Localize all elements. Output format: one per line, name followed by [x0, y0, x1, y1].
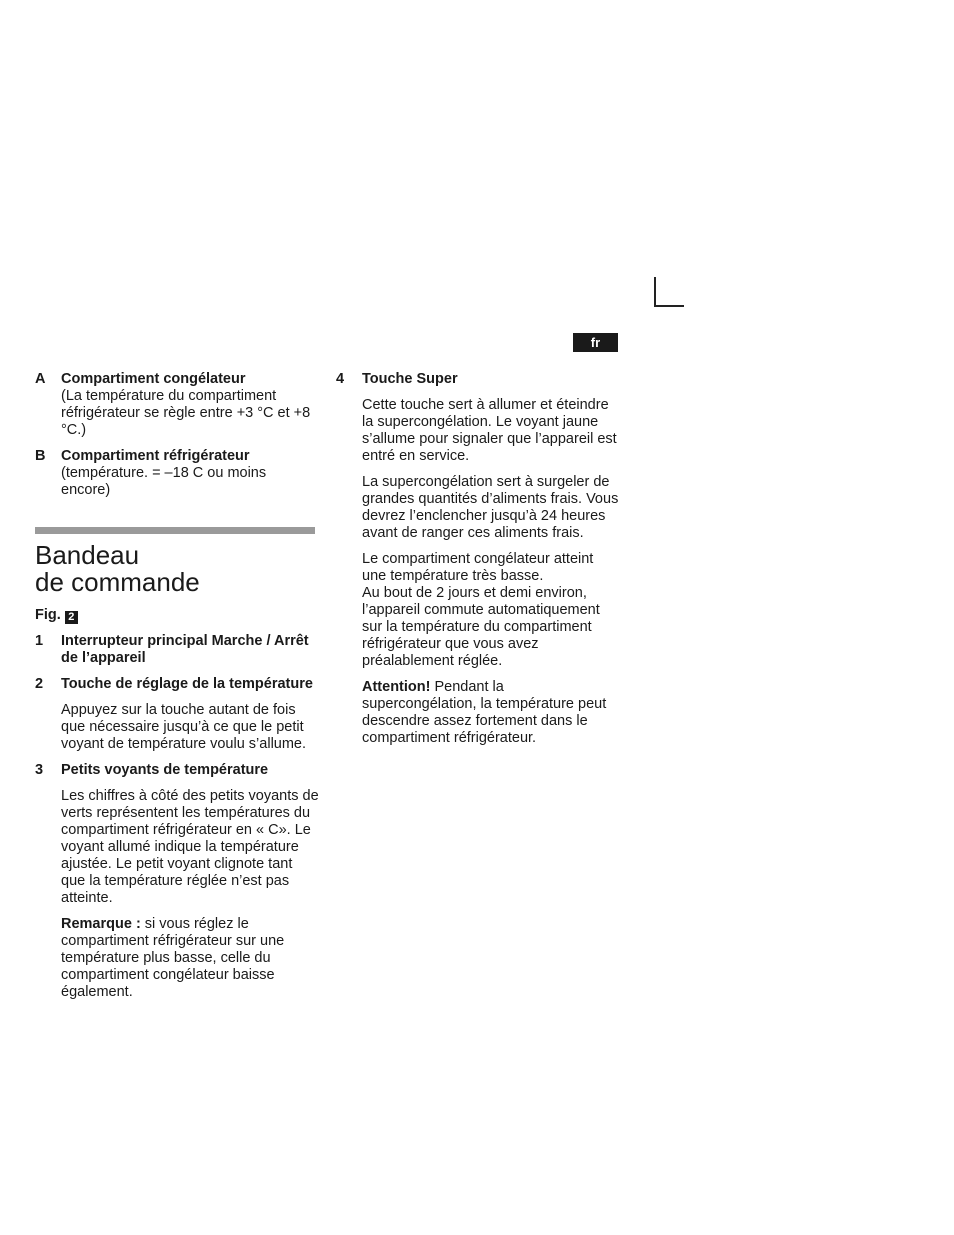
super-paragraph-3b: Au bout de 2 jours et demi environ, l’appareil commute automatiquement sur la température du compartiment réfrigérateur que vous avez préalablement réglée. [362, 585, 600, 669]
legend-text: (température. = –18 C ou moins encore) [61, 465, 267, 498]
figure-label: Fig. [35, 607, 61, 623]
left-column [35, 371, 319, 1010]
legend-text: (La température du compartiment réfrigérateur se règle entre +3 °C et +8 °C.) [61, 388, 311, 438]
control-description-3: Les chiffres à côté des petits voyants de verts représentent les températures du compartiment réfrigérateur en « C». Le voyant allumé indique la température ajustée. Le petit voyant clignote tant que la température réglée n’est pas atteinte. [61, 788, 319, 906]
control-title: Touche Super [362, 371, 458, 387]
attention-paragraph [336, 679, 620, 747]
control-item-4 [336, 371, 620, 388]
attention-label: Attention! [362, 679, 431, 695]
remark-paragraph [35, 916, 319, 1001]
attention-text: Pendant la supercongélation, la température peut descendre assez fortement dans le compartiment réfrigérateur. [362, 679, 607, 746]
control-item-3 [35, 762, 319, 779]
control-key: 4 [336, 371, 345, 387]
figure-reference [35, 607, 319, 624]
legend-item-b [35, 448, 319, 499]
super-paragraph-3a: Le compartiment congélateur atteint une température très basse. [362, 551, 594, 584]
remark-label: Remarque : [61, 916, 141, 932]
legend-title: Compartiment réfrigérateur [61, 448, 250, 464]
control-key: 2 [35, 676, 44, 692]
control-title: Petits voyants de température [61, 762, 269, 778]
super-paragraph-3 [336, 551, 620, 670]
control-key: 1 [35, 633, 44, 649]
language-badge: fr [573, 333, 618, 352]
legend-key: A [35, 371, 46, 387]
section-divider [35, 527, 315, 534]
right-column [336, 371, 620, 756]
control-title: Interrupteur principal Marche / Arrêt de l’appareil [61, 633, 309, 666]
control-title: Touche de réglage de la température [61, 676, 313, 692]
legend-item-a [35, 371, 319, 439]
section-title-line2: de commande [35, 567, 200, 597]
control-item-1 [35, 633, 319, 667]
control-description-2: Appuyez sur la touche autant de fois que nécessaire jusqu’à ce que le petit voyant de température voulu s’allume. [61, 702, 307, 752]
legend-key: B [35, 448, 46, 464]
section-title [35, 542, 319, 596]
crop-mark-vertical [654, 277, 656, 306]
super-paragraph-2: La supercongélation sert à surgeler de grandes quantités d’aliments frais. Vous devrez l’enclencher jusqu’à 24 heures avant de ranger ces aliments frais. [362, 474, 619, 541]
section-title-line1: Bandeau [35, 540, 140, 570]
remark-text: si vous réglez le compartiment réfrigérateur sur une température plus basse, celle du compartiment congélateur baisse également. [61, 916, 285, 1000]
figure-number-badge: 2 [65, 611, 78, 624]
control-key: 3 [35, 762, 44, 778]
legend-title: Compartiment congélateur [61, 371, 246, 387]
crop-mark-horizontal [654, 305, 684, 307]
super-paragraph-1: Cette touche sert à allumer et éteindre la supercongélation. Le voyant jaune s’allume pour signaler que l’appareil est entré en service. [362, 397, 617, 464]
control-item-2 [35, 676, 319, 693]
